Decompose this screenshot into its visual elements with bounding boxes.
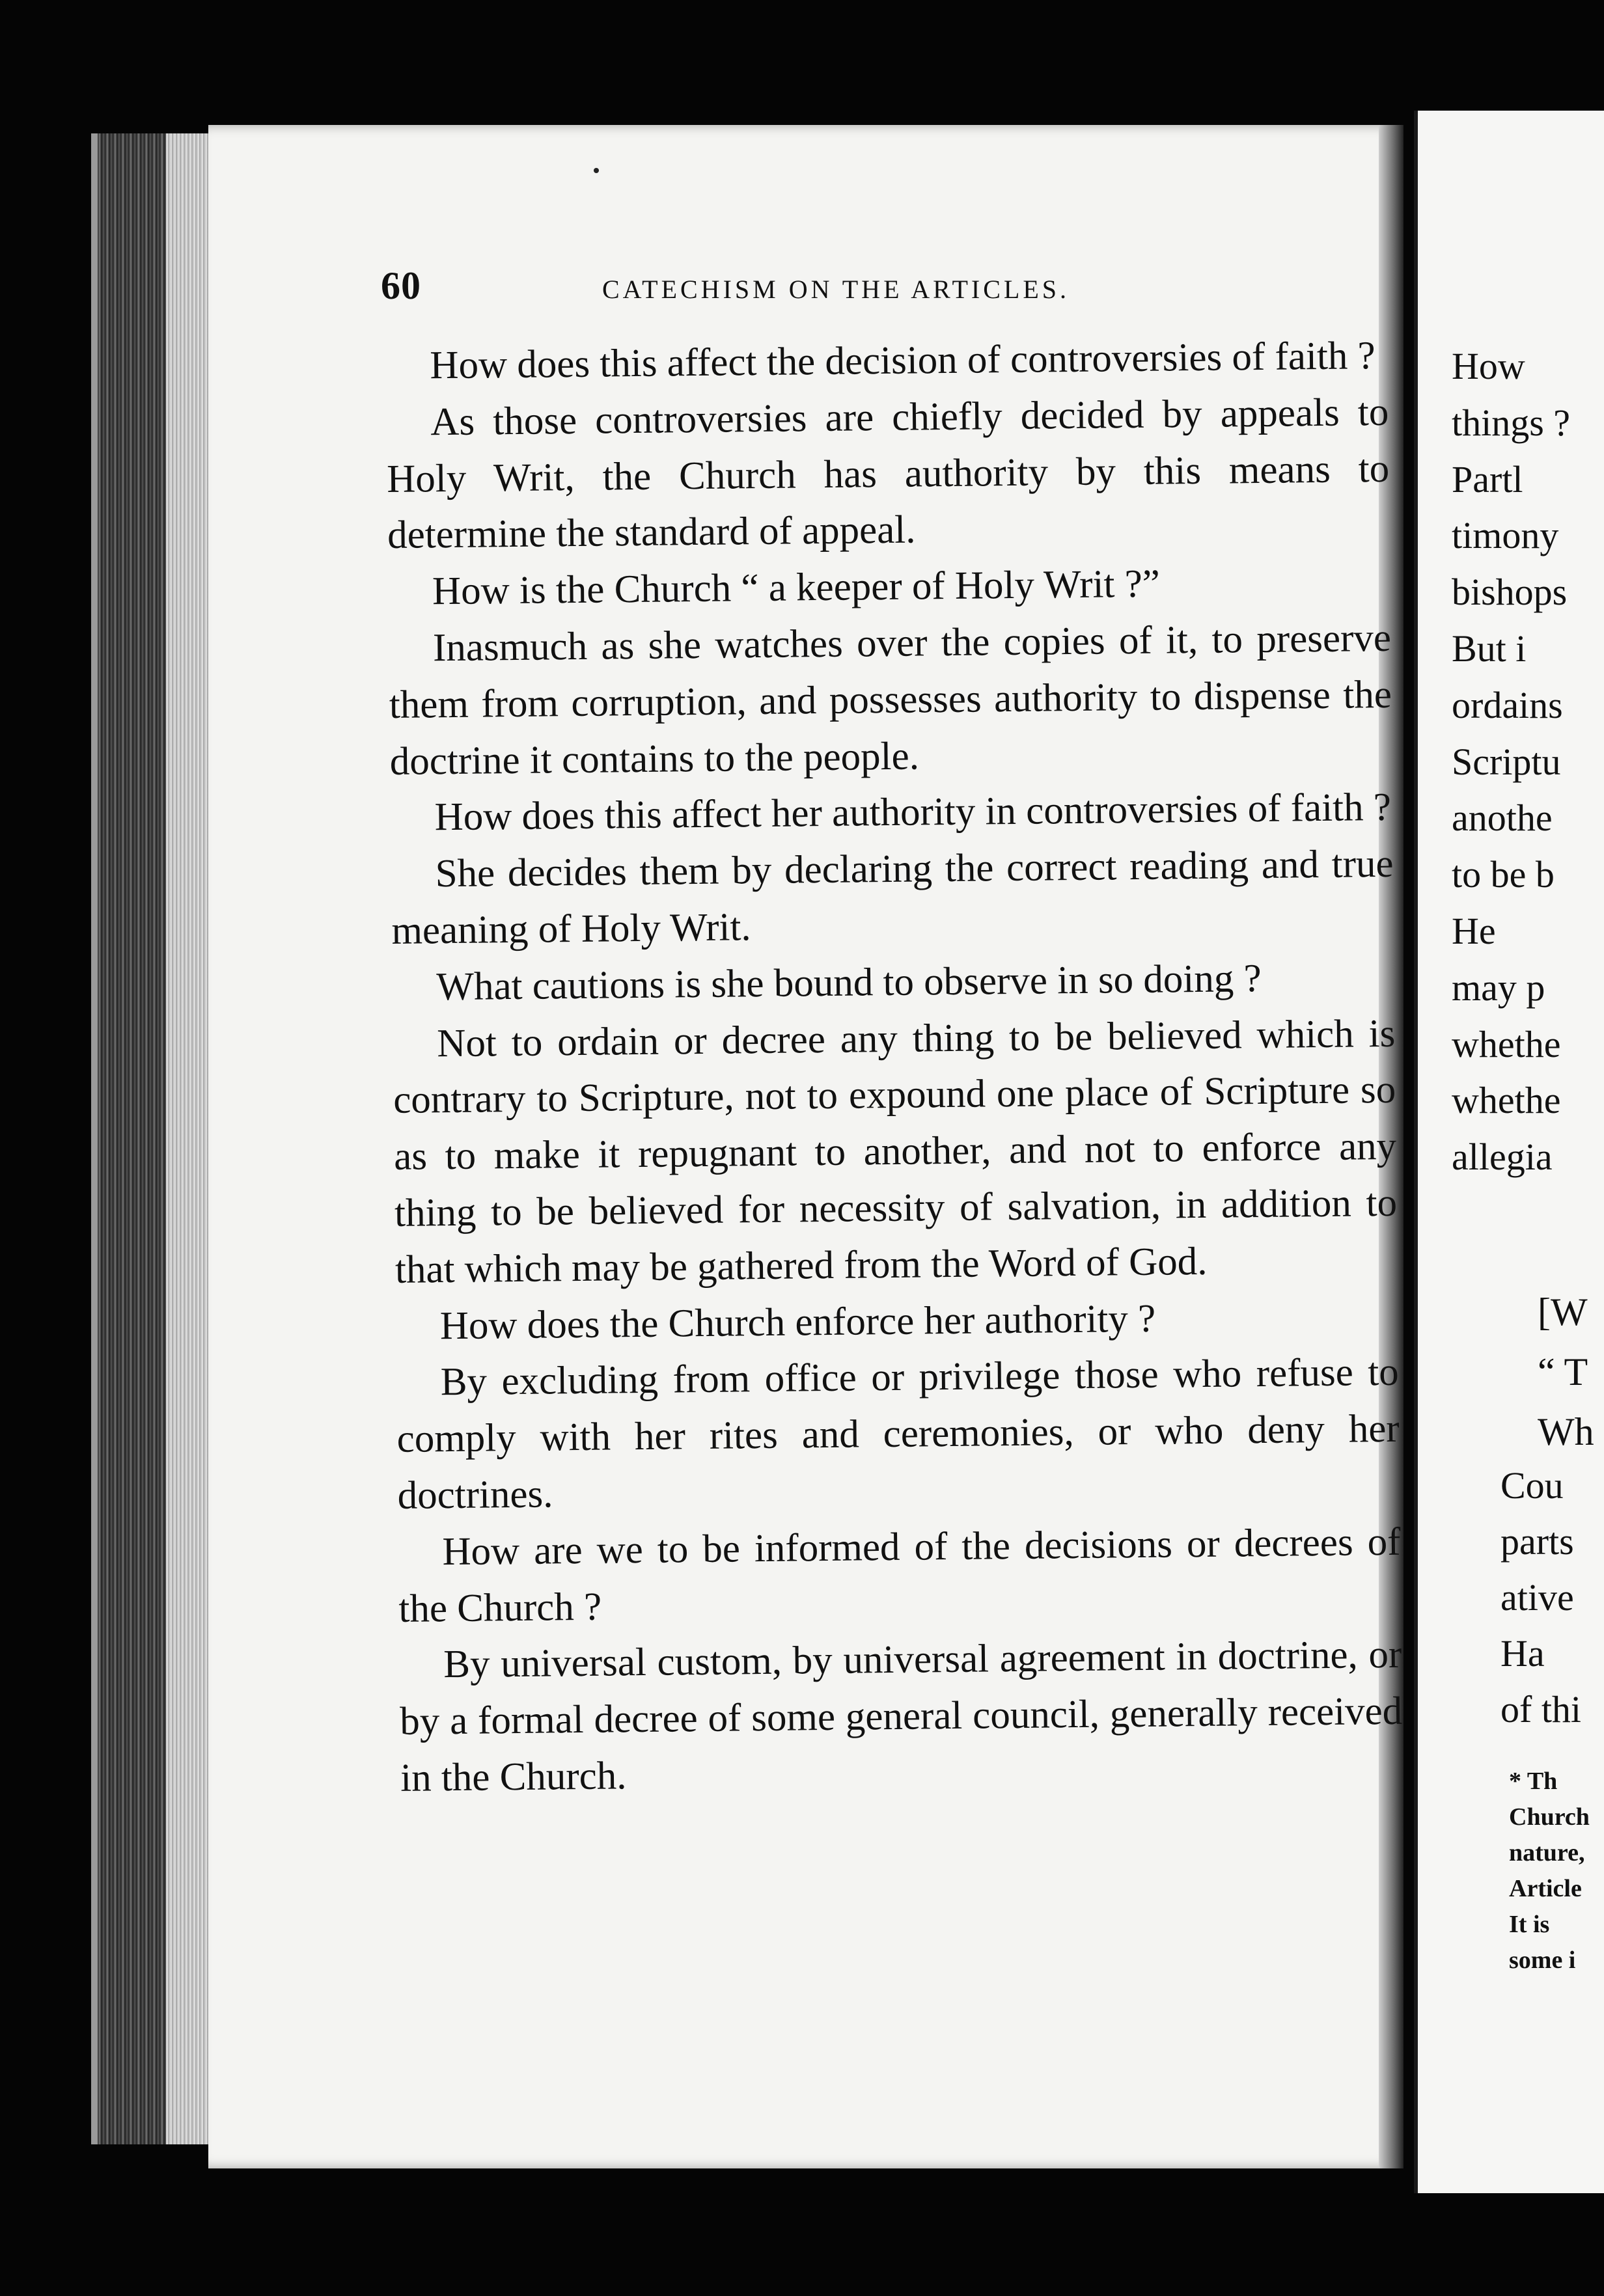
- question-paragraph: How is the Church “ a keeper of Holy Writ ?”: [432, 562, 1161, 614]
- answer-paragraph: By universal custom, by universal agreement in doctrine, or by a formal decree of some general council, generally received in the Church.: [399, 1633, 1403, 1800]
- question-paragraph: How are we to be informed of the decisions or decrees of the Church ?: [398, 1520, 1401, 1631]
- footnote-line: It is: [1509, 1911, 1550, 1938]
- facing-heading-line: [W: [1538, 1291, 1588, 1333]
- facing-line: timony: [1452, 514, 1559, 557]
- facing-line: But i: [1452, 627, 1527, 670]
- footnote-line: some i: [1509, 1947, 1576, 1974]
- question-paragraph: How does this affect her authority in controversies of faith ?: [434, 786, 1392, 840]
- question-paragraph: How does this affect the decision of controversies of faith ?: [430, 334, 1376, 388]
- answer-paragraph: Not to ordain or decree any thing to be believed which is contrary to Scripture, not to expound one place of Scripture so as to make it repugnant to another, and not to enforce any thing to be believed for necessity of salvation, in addition to that which may be gathered from the Word of God.: [393, 1011, 1398, 1292]
- facing-line: of thi: [1500, 1688, 1582, 1730]
- page-number: 60: [381, 264, 421, 307]
- facing-line: ative: [1500, 1576, 1574, 1619]
- facing-line: may p: [1452, 966, 1545, 1009]
- facing-line: allegia: [1452, 1136, 1553, 1179]
- facing-line: to be b: [1452, 853, 1555, 896]
- book-page-edges-light: [166, 133, 208, 2144]
- facing-page-heading: [1538, 1282, 1594, 1462]
- page-header: [381, 264, 1357, 316]
- footnote-line: Article: [1509, 1875, 1582, 1902]
- running-head: CATECHISM ON THE ARTICLES.: [602, 275, 1070, 304]
- facing-line: Ha: [1500, 1632, 1545, 1674]
- facing-line: parts: [1500, 1520, 1574, 1563]
- facing-line: ordains: [1452, 683, 1563, 726]
- facing-page-text-continued: [1500, 1458, 1581, 1738]
- answer-paragraph: Inasmuch as she watches over the copies of it, to preserve them from corruption, and possesses authority to dispense the doctrine it contains to the people.: [389, 616, 1392, 784]
- facing-heading-line: Wh: [1538, 1410, 1594, 1453]
- ink-speck: [594, 168, 599, 173]
- facing-page-footnotes: [1509, 1764, 1590, 1978]
- footnote-line: nature,: [1509, 1839, 1585, 1866]
- facing-line: He: [1452, 909, 1496, 952]
- facing-line: Cou: [1500, 1464, 1564, 1507]
- facing-page-text: [1452, 338, 1604, 1186]
- question-paragraph: How does the Church enforce her authority ?: [439, 1296, 1156, 1348]
- facing-line: whethe: [1452, 1022, 1561, 1065]
- footnote-line: * Th: [1509, 1768, 1558, 1795]
- facing-line: Partl: [1452, 458, 1523, 500]
- facing-line: How: [1452, 345, 1525, 387]
- facing-line: things ?: [1452, 401, 1571, 444]
- footnote-line: Church: [1509, 1803, 1590, 1831]
- facing-line: whethe: [1452, 1079, 1561, 1122]
- facing-line: bishops: [1452, 571, 1568, 614]
- body-text: [385, 328, 1404, 1807]
- answer-paragraph: As those controversies are chiefly decided by appeals to Holy Writ, the Church has authority by this means to determine the standard of appeal.: [386, 390, 1390, 558]
- answer-paragraph: She decides them by declaring the correct reading and true meaning of Holy Writ.: [391, 842, 1394, 953]
- facing-line: anothe: [1452, 797, 1553, 840]
- facing-line: Scriptu: [1452, 740, 1561, 783]
- facing-heading-line: “ T: [1538, 1350, 1588, 1393]
- question-paragraph: What cautions is she bound to observe in so doing ?: [436, 956, 1262, 1009]
- answer-paragraph: By excluding from office or privilege those who refuse to comply with her rites and ceremonies, or who deny her doctrines.: [396, 1350, 1400, 1518]
